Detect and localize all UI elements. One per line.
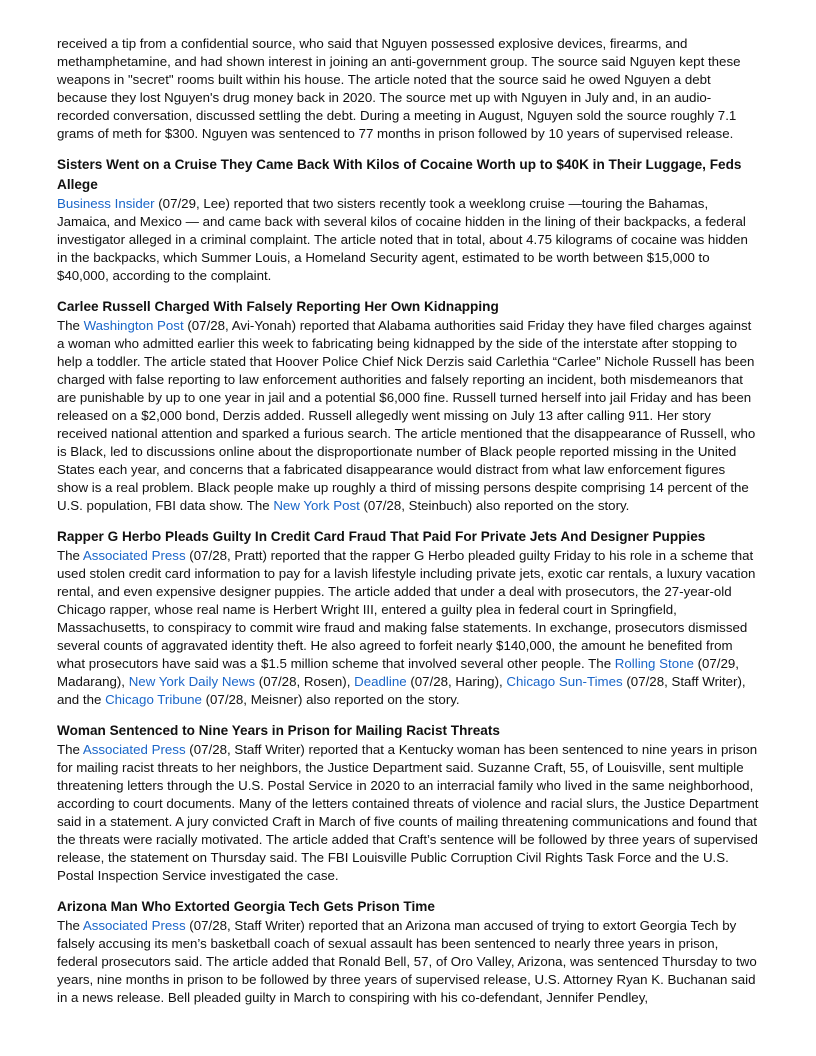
body-text: (07/28, Meisner) also reported on the story. bbox=[201, 692, 460, 707]
source-link-business-insider[interactable]: Business Insider bbox=[57, 196, 155, 211]
body-text: (07/28, Rosen), bbox=[255, 674, 355, 689]
source-link-rolling-stone[interactable]: Rolling Stone bbox=[614, 656, 694, 671]
article-headline: Sisters Went on a Cruise They Came Back With Kilos of Cocaine Worth up to $40K in Their Luggage, Feds Allege bbox=[57, 157, 742, 192]
body-text: (07/28, Pratt) reported that the rapper G Herbo pleaded guilty Friday to his role in a scheme that used stolen credit card information to pay for a lavish lifestyle including private jets, exotic car rentals, a luxury vacation rental, and even expensive designer puppies. The article added that under a deal with prosecutors, the 27-year-old Chicago rapper, whose real name is Herbert Wright III, entered a guilty plea in federal court in Springfield, Massachusetts, to conspiracy to commit wire fraud and making false statements. In exchange, prosecutors dismissed several counts of aggravated identity theft. He also agreed to forfeit nearly $140,000, the amount he benefited from what prosecutors have said was a $1.5 million scheme that involved several other people. The bbox=[57, 548, 756, 671]
article-racist-threats bbox=[57, 721, 759, 885]
article-body bbox=[57, 741, 759, 885]
body-text: (07/28, Steinbuch) also reported on the story. bbox=[359, 498, 630, 513]
article-headline: Rapper G Herbo Pleads Guilty In Credit Card Fraud That Paid For Private Jets And Designer Puppies bbox=[57, 529, 706, 544]
article-body bbox=[57, 917, 759, 1007]
body-text: The bbox=[57, 548, 83, 563]
article-headline: Arizona Man Who Extorted Georgia Tech Gets Prison Time bbox=[57, 899, 435, 914]
body-text: The bbox=[57, 918, 83, 933]
body-text: (07/28, Staff Writer) reported that a Kentucky woman has been sentenced to nine years in prison for mailing racist threats to her neighbors, the Justice Department said. Suzanne Craft, 55, of Louisville, sent multiple threatening letters through the U.S. Postal Service in 2020 to an interracial family who lived in the same neighborhood, according to court documents. Many of the letters contained threats of violence and racial slurs, the Justice Department said in a statement. A jury convicted Craft in March of five counts of mailing threatening communications and found that the threats were racially motivated. The article added that Craft’s sentence will be followed by three years of supervised release, the statement on Thursday said. The FBI Louisville Public Corruption Civil Rights Task Force and the U.S. Postal Inspection Service investigated the case. bbox=[57, 742, 759, 883]
source-link-washington-post[interactable]: Washington Post bbox=[83, 318, 184, 333]
article-carlee-russell bbox=[57, 297, 759, 515]
article-body bbox=[57, 195, 759, 285]
source-link-chicago-sun-times[interactable]: Chicago Sun-Times bbox=[506, 674, 623, 689]
article-headline: Carlee Russell Charged With Falsely Reporting Her Own Kidnapping bbox=[57, 299, 499, 314]
body-text: (07/28, Avi-Yonah) reported that Alabama authorities said Friday they have filed charges against a woman who admitted earlier this week to fabricating being kidnapped by the side of the interstate after stopping to help a toddler. The article stated that Hoover Police Chief Nick Derzis said Carlethia “Carlee” Nichole Russell has been charged with false reporting to law enforcement authorities and falsely reporting an incident, both misdemeanors that are punishable by up to one year in jail and a potential $6,000 fine. Russell turned herself into jail Friday and has been released on a $2,000 bond, Derzis added. Russell allegedly went missing on July 13 after calling 911. Her story received national attention and sparked a furious search. The article mentioned that the disappearance of Russell, who is Black, led to discussions online about the disproportionate number of Black people reported missing in the United States each year, and concerns that a fabricated disappearance would distract from what law enforcement figures show is a real problem. Black people make up roughly a third of missing persons despite comprising 14 percent of the U.S. population, FBI data show. The bbox=[57, 318, 756, 513]
source-link-deadline[interactable]: Deadline bbox=[354, 674, 407, 689]
body-text: (07/29, Lee) reported that two sisters recently took a weeklong cruise —touring the Bahamas, Jamaica, and Mexico — and came back with several kilos of cocaine hidden in the lining of their backpacks, a federal investigator alleged in a criminal complaint. The article noted that in total, about 4.75 kilograms of cocaine was hidden in the backpacks, which Summer Louis, a Homeland Security agent, estimated to be worth between $15,000 to $40,000, according to the complaint. bbox=[57, 196, 748, 283]
body-text: The bbox=[57, 318, 84, 333]
article-cruise-cocaine bbox=[57, 155, 759, 285]
article-body bbox=[57, 317, 759, 515]
source-link-associated-press[interactable]: Associated Press bbox=[82, 918, 186, 933]
source-link-chicago-tribune[interactable]: Chicago Tribune bbox=[105, 692, 202, 707]
source-link-new-york-post[interactable]: New York Post bbox=[273, 498, 360, 513]
source-link-associated-press[interactable]: Associated Press bbox=[82, 548, 186, 563]
body-text: (07/28, Haring), bbox=[406, 674, 507, 689]
article-headline: Woman Sentenced to Nine Years in Prison for Mailing Racist Threats bbox=[57, 723, 500, 738]
article-georgia-tech-extortion bbox=[57, 897, 759, 1007]
source-link-associated-press[interactable]: Associated Press bbox=[82, 742, 186, 757]
source-link-new-york-daily-news[interactable]: New York Daily News bbox=[128, 674, 256, 689]
body-text: (07/28, Staff Writer), and the bbox=[57, 674, 746, 707]
body-text: (07/29, Madarang), bbox=[57, 656, 739, 689]
intro-paragraph: received a tip from a confidential source, who said that Nguyen possessed explosive devices, firearms, and methamphetamine, and had shown interest in joining an anti-government group. The source said Nguyen kept these weapons in "secret" rooms built within his house. The article noted that the source said he owed Nguyen a debt because they lost Nguyen's drug money back in 2020. The source met up with Nguyen in July and, in an audio-recorded conversation, discussed settling the debt. During a meeting in August, Nguyen sold the source roughly 7.1 grams of meth for $300. Nguyen was sentenced to 77 months in prison followed by 10 years of supervised release. bbox=[57, 36, 741, 141]
body-text: (07/28, Staff Writer) reported that an Arizona man accused of trying to extort Georgia Tech by falsely accusing its men’s basketball coach of sexual assault has been sentenced to nearly three years in prison, federal prosecutors said. The article added that Ronald Bell, 57, of Oro Valley, Arizona, was sentenced Thursday to two years, nine months in prison to be followed by three years of supervised release, U.S. Attorney Ryan K. Buchanan said in a news release. Bell pleaded guilty in March to conspiring with his co-defendant, Jennifer Pendley, bbox=[57, 918, 757, 1005]
article-body bbox=[57, 547, 759, 709]
body-text: The bbox=[57, 742, 83, 757]
article-g-herbo bbox=[57, 527, 759, 709]
